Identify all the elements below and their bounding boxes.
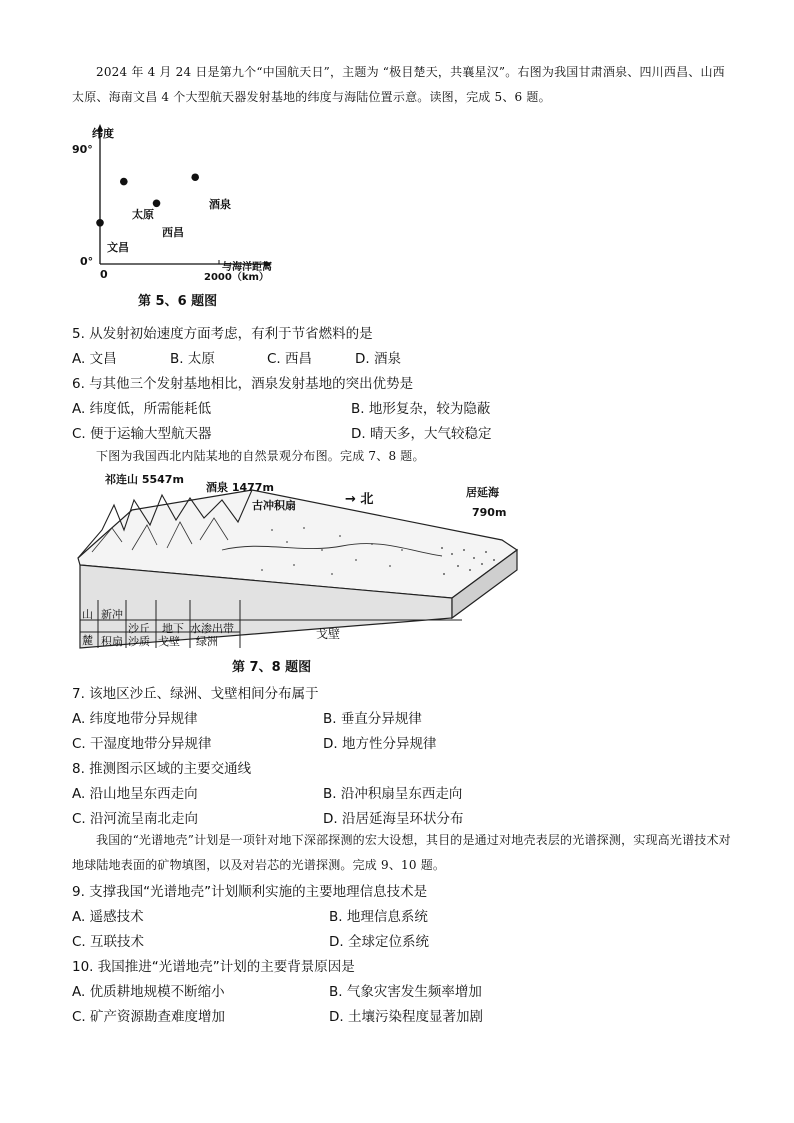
zone-sandy: 沙质 bbox=[128, 635, 150, 648]
zone-gobi-small: 戈壁 bbox=[158, 635, 180, 648]
intro-paragraph-9-10: 我国的“光谱地壳”计划是一项针对地下深部探测的宏大设想，其目的是通过对地壳表层的光谱探测，实现高光谱技术对地球陆地表面的矿物填图，以及对岩芯的光谱探测。完成 9、10 题。 bbox=[72, 833, 731, 872]
zone-oasis: 绿洲 bbox=[196, 635, 218, 648]
intro-paragraph-7-8: 下图为我国西北内陆某地的自然景观分布图。完成 7、8 题。 bbox=[96, 449, 425, 463]
question-5-option-c[interactable]: C. 西昌 bbox=[267, 351, 313, 367]
figure-caption-7-8: 第 7、8 题图 bbox=[232, 660, 312, 675]
label-wenchang: 文昌 bbox=[107, 241, 129, 254]
label-jiuquan: 酒泉 bbox=[209, 198, 231, 211]
question-6-option-a[interactable]: A. 纬度低，所需能耗低 bbox=[72, 401, 212, 417]
question-5-option-a[interactable]: A. 文昌 bbox=[72, 351, 117, 367]
question-9-option-b[interactable]: B. 地理信息系统 bbox=[329, 909, 428, 925]
zone-dune: 沙丘 bbox=[128, 622, 150, 635]
question-8-option-b[interactable]: B. 沿冲积扇呈东西走向 bbox=[323, 786, 463, 802]
question-10-option-c[interactable]: C. 矿产资源勘查难度增加 bbox=[72, 1009, 226, 1025]
question-10-option-d[interactable]: D. 土壤污染程度显著加剧 bbox=[329, 1009, 483, 1025]
zone-gobi-main: 戈壁 bbox=[316, 627, 341, 641]
zone-new-fan-1: 新冲 bbox=[101, 608, 123, 621]
label-xichang: 西昌 bbox=[162, 226, 184, 239]
question-7-stem: 7. 该地区沙丘、绿洲、戈壁相间分布属于 bbox=[72, 686, 319, 702]
intro-paragraph-5-6: 2024 年 4 月 24 日是第九个“中国航天日”，主题为 “极目楚天，共襄星汉”。右图为我国甘肃酒泉、四川西昌、山西太原、海南文昌 4 个大型航天器发射基地的纬度与海陆位置示意。读图，完成 5、6 题。 bbox=[72, 65, 725, 104]
question-6-option-c[interactable]: C. 便于运输大型航天器 bbox=[72, 426, 212, 442]
label-jiuquan-altitude: 酒泉 1477m bbox=[206, 481, 274, 494]
question-5-stem: 5. 从发射初始速度方面考虑，有利于节省燃料的是 bbox=[72, 326, 373, 342]
x-axis-tick-label: 2000（km） bbox=[204, 272, 269, 283]
question-10-option-a[interactable]: A. 优质耕地规模不断缩小 bbox=[72, 984, 225, 1000]
y-axis-bottom-label: 0° bbox=[80, 255, 94, 268]
question-8-option-d[interactable]: D. 沿居延海呈环状分布 bbox=[323, 811, 464, 827]
question-9-stem: 9. 支撑我国“光谱地壳”计划顺利实施的主要地理信息技术是 bbox=[72, 884, 428, 900]
question-7-option-c[interactable]: C. 干湿度地带分异规律 bbox=[72, 736, 212, 752]
x-axis-zero-label: 0 bbox=[100, 268, 108, 281]
question-9-option-a[interactable]: A. 遥感技术 bbox=[72, 909, 144, 925]
question-6-option-d[interactable]: D. 晴天多，大气较稳定 bbox=[351, 426, 492, 442]
question-6-option-b[interactable]: B. 地形复杂，较为隐蔽 bbox=[351, 401, 491, 417]
question-6-stem: 6. 与其他三个发射基地相比，酒泉发射基地的突出优势是 bbox=[72, 376, 414, 392]
zone-new-fan-2: 积扇 bbox=[101, 635, 123, 648]
question-10-stem: 10. 我国推进“光谱地壳”计划的主要背景原因是 bbox=[72, 959, 355, 975]
label-qilian-mountain: 祁连山 5547m bbox=[105, 473, 184, 486]
question-5-option-d[interactable]: D. 酒泉 bbox=[355, 351, 401, 367]
zone-shan: 山 bbox=[82, 608, 93, 621]
label-juyanhai-altitude: 790m bbox=[472, 506, 507, 519]
point-jiuquan bbox=[191, 173, 199, 181]
y-axis-top-label: 90° bbox=[72, 143, 93, 156]
point-wenchang bbox=[96, 219, 104, 227]
question-7-option-a[interactable]: A. 纬度地带分异规律 bbox=[72, 711, 198, 727]
label-juyanhai-name: 居延海 bbox=[466, 486, 499, 499]
question-7-option-d[interactable]: D. 地方性分异规律 bbox=[323, 736, 437, 752]
question-10-option-b[interactable]: B. 气象灾害发生频率增加 bbox=[329, 984, 482, 1000]
figure-caption-5-6: 第 5、6 题图 bbox=[138, 294, 218, 309]
zone-underground: 地下 bbox=[162, 622, 184, 635]
zone-lu: 麓 bbox=[82, 634, 93, 647]
point-taiyuan bbox=[120, 178, 128, 186]
zone-seepage-belt: 水渗出带 bbox=[190, 622, 234, 635]
question-9-option-c[interactable]: C. 互联技术 bbox=[72, 934, 145, 950]
y-axis-title: 纬度 bbox=[92, 127, 114, 140]
label-taiyuan: 太原 bbox=[132, 208, 154, 221]
label-north-arrow: → 北 bbox=[345, 492, 374, 507]
x-axis-title: 与海洋距离 bbox=[222, 262, 272, 273]
question-7-option-b[interactable]: B. 垂直分异规律 bbox=[323, 711, 422, 727]
question-8-option-a[interactable]: A. 沿山地呈东西走向 bbox=[72, 786, 198, 802]
question-9-option-d[interactable]: D. 全球定位系统 bbox=[329, 934, 429, 950]
question-8-stem: 8. 推测图示区域的主要交通线 bbox=[72, 761, 252, 777]
label-ancient-alluvial-fan: 古冲积扇 bbox=[252, 499, 296, 512]
question-5-option-b[interactable]: B. 太原 bbox=[170, 351, 215, 367]
question-8-option-c[interactable]: C. 沿河流呈南北走向 bbox=[72, 811, 199, 827]
